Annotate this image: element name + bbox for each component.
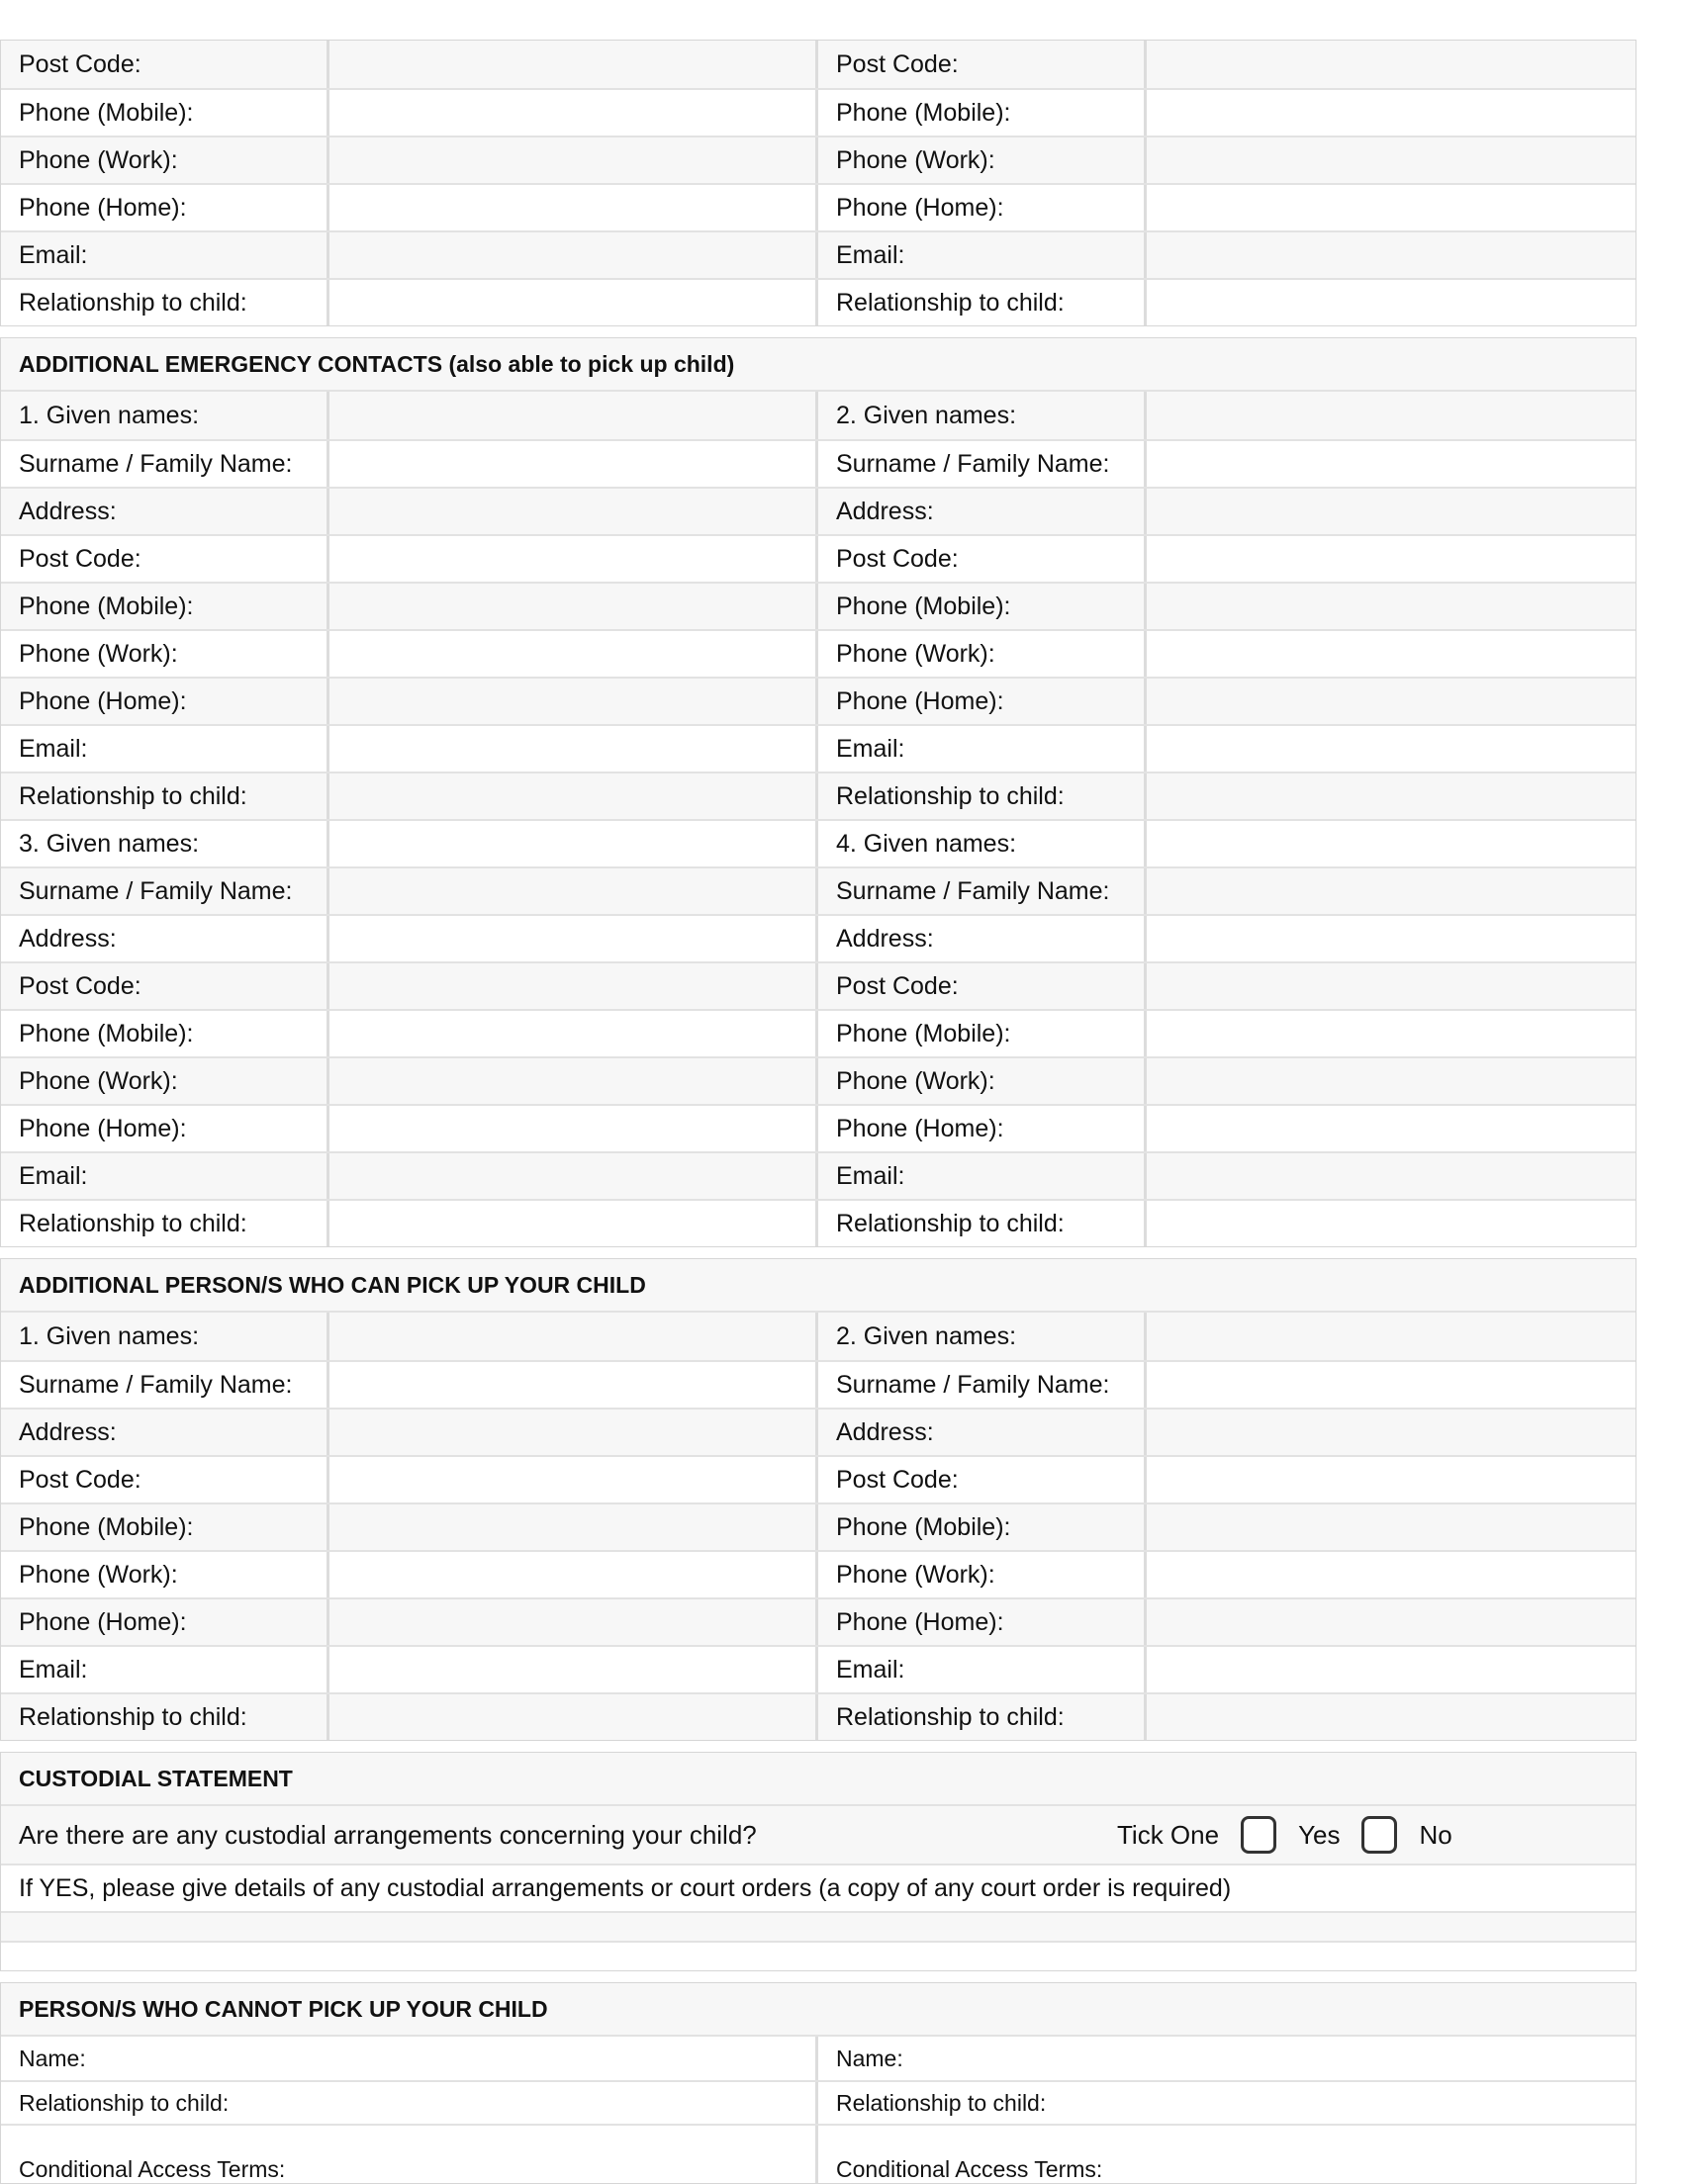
emergency-left-cell: [1, 1153, 818, 1199]
pickup-persons-block: [0, 1258, 1636, 1741]
emergency-field-label: Phone (Mobile):: [1, 584, 329, 629]
emergency-row: [1, 629, 1635, 677]
emergency-field-label: Phone (Work):: [1, 1058, 329, 1104]
emergency-field-input[interactable]: [1147, 963, 1635, 1009]
pickup-field-label: Post Code:: [818, 1457, 1147, 1502]
contact-field-label: Phone (Home):: [1, 185, 329, 230]
contact-field-input[interactable]: [329, 41, 815, 88]
pickup-section-title: ADDITIONAL PERSON/S WHO CAN PICK UP YOUR CHILD: [1, 1259, 1635, 1313]
emergency-field-label: Relationship to child:: [818, 774, 1147, 819]
emergency-field-label: Phone (Work):: [818, 1058, 1147, 1104]
pickup-field-label: Phone (Mobile):: [1, 1504, 329, 1550]
contact-field-input[interactable]: [329, 185, 815, 230]
emergency-row: [1, 534, 1635, 582]
pickup-field-input[interactable]: [329, 1362, 815, 1408]
emergency-field-input[interactable]: [329, 679, 815, 724]
contact-field-input[interactable]: [329, 280, 815, 325]
pickup-field-input[interactable]: [329, 1599, 815, 1645]
emergency-right-cell: [818, 726, 1635, 772]
pickup-left-cell: [1, 1647, 818, 1692]
pickup-field-input[interactable]: [1147, 1552, 1635, 1597]
pickup-field-input[interactable]: [329, 1647, 815, 1692]
pickup-right-cell: [818, 1410, 1635, 1455]
pickup-field-input[interactable]: [329, 1504, 815, 1550]
yes-label: Yes: [1298, 1819, 1341, 1850]
emergency-right-cell: [818, 489, 1635, 534]
emergency-field-label: Email:: [1, 1153, 329, 1199]
contact-field-label: Phone (Mobile):: [1, 90, 329, 136]
pickup-field-input[interactable]: [1147, 1694, 1635, 1740]
pickup-field-label: Phone (Work):: [1, 1552, 329, 1597]
emergency-field-label: Post Code:: [818, 963, 1147, 1009]
contact-left-cell: [1, 137, 818, 183]
emergency-left-cell: [1, 1106, 818, 1151]
pickup-field-input[interactable]: [329, 1410, 815, 1455]
pickup-left-cell: [1, 1552, 818, 1597]
pickup-field-input[interactable]: [1147, 1313, 1635, 1360]
contact-field-input[interactable]: [329, 90, 815, 136]
emergency-field-label: Phone (Home):: [1, 679, 329, 724]
pickup-left-cell: [1, 1362, 818, 1408]
emergency-left-cell: [1, 726, 818, 772]
emergency-field-input[interactable]: [329, 1153, 815, 1199]
emergency-field-input[interactable]: [329, 868, 815, 914]
contact-field-label: Phone (Home):: [818, 185, 1147, 230]
emergency-field-input[interactable]: [329, 726, 815, 772]
emergency-left-cell: [1, 1201, 818, 1246]
contact-field-label: Phone (Mobile):: [818, 90, 1147, 136]
contact-field-label: Post Code:: [818, 41, 1147, 88]
emergency-section-title: ADDITIONAL EMERGENCY CONTACTS (also able to pick up child): [1, 338, 1635, 392]
emergency-field-input[interactable]: [329, 774, 815, 819]
emergency-field-label: Post Code:: [818, 536, 1147, 582]
contact-field-input[interactable]: [1147, 137, 1635, 183]
emergency-field-input[interactable]: [1147, 489, 1635, 534]
emergency-right-cell: [818, 584, 1635, 629]
emergency-right-cell: [818, 1106, 1635, 1151]
custodial-details-label: If YES, please give details of any custodial arrangements or court orders (a copy of any court order is required): [1, 1864, 1635, 1911]
pickup-right-cell: [818, 1457, 1635, 1502]
emergency-field-label: Phone (Work):: [818, 631, 1147, 677]
custodial-details-field-1[interactable]: [1, 1911, 1635, 1941]
pickup-field-label: 2. Given names:: [818, 1313, 1147, 1360]
emergency-field-input[interactable]: [1147, 631, 1635, 677]
custodial-section-title: CUSTODIAL STATEMENT: [1, 1753, 1635, 1806]
emergency-field-input[interactable]: [329, 489, 815, 534]
emergency-left-cell: [1, 392, 818, 439]
contact-field-label: Phone (Work):: [818, 137, 1147, 183]
pickup-row: [1, 1645, 1635, 1692]
emergency-field-input[interactable]: [329, 631, 815, 677]
pickup-left-cell: [1, 1313, 818, 1360]
cannot-pickup-block: [0, 1982, 1636, 2184]
contact-field-input[interactable]: [1147, 280, 1635, 325]
emergency-field-input[interactable]: [1147, 916, 1635, 961]
yes-checkbox[interactable]: [1241, 1816, 1276, 1854]
no-checkbox[interactable]: [1361, 1816, 1397, 1854]
pickup-row: [1, 1408, 1635, 1455]
pickup-row: [1, 1550, 1635, 1597]
pickup-left-cell: [1, 1599, 818, 1645]
emergency-row: [1, 866, 1635, 914]
emergency-left-cell: [1, 821, 818, 866]
pickup-row: [1, 1597, 1635, 1645]
cannot-terms-row: [1, 2124, 1635, 2183]
emergency-field-input[interactable]: [1147, 774, 1635, 819]
emergency-field-input[interactable]: [329, 1201, 815, 1246]
contact-field-input[interactable]: [1147, 41, 1635, 88]
contact-row: [1, 230, 1635, 278]
pickup-right-cell: [818, 1599, 1635, 1645]
emergency-right-cell: [818, 1201, 1635, 1246]
emergency-row: [1, 1056, 1635, 1104]
emergency-left-cell: [1, 1011, 818, 1056]
cannot-name-row: [1, 2037, 1635, 2080]
emergency-row: [1, 819, 1635, 866]
emergency-row: [1, 439, 1635, 487]
emergency-left-cell: [1, 489, 818, 534]
contact-field-input[interactable]: [1147, 90, 1635, 136]
pickup-row: [1, 1313, 1635, 1360]
contact-left-cell: [1, 280, 818, 325]
emergency-field-input[interactable]: [329, 1058, 815, 1104]
pickup-field-input[interactable]: [1147, 1504, 1635, 1550]
emergency-left-cell: [1, 584, 818, 629]
emergency-field-input[interactable]: [329, 1011, 815, 1056]
emergency-field-input[interactable]: [329, 963, 815, 1009]
emergency-right-cell: [818, 1153, 1635, 1199]
emergency-field-input[interactable]: [329, 1106, 815, 1151]
cannot-terms-right[interactable]: Conditional Access Terms:: [836, 2156, 1103, 2182]
contact-row: [1, 183, 1635, 230]
pickup-field-input[interactable]: [1147, 1599, 1635, 1645]
emergency-field-label: Address:: [1, 489, 329, 534]
form-page: [0, 40, 1636, 2184]
emergency-field-input[interactable]: [1147, 868, 1635, 914]
emergency-field-label: Phone (Mobile):: [818, 1011, 1147, 1056]
pickup-field-input[interactable]: [1147, 1410, 1635, 1455]
emergency-field-label: Relationship to child:: [818, 1201, 1147, 1246]
pickup-field-input[interactable]: [1147, 1457, 1635, 1502]
tick-one-label: Tick One: [1117, 1819, 1220, 1850]
emergency-row: [1, 724, 1635, 772]
emergency-field-input[interactable]: [1147, 1201, 1635, 1246]
emergency-field-label: Phone (Mobile):: [818, 584, 1147, 629]
emergency-left-cell: [1, 916, 818, 961]
emergency-field-input[interactable]: [1147, 441, 1635, 487]
pickup-field-label: Relationship to child:: [1, 1694, 329, 1740]
emergency-right-cell: [818, 774, 1635, 819]
pickup-field-input[interactable]: [329, 1313, 815, 1360]
pickup-left-cell: [1, 1694, 818, 1740]
pickup-field-label: Post Code:: [1, 1457, 329, 1502]
contact-right-cell: [818, 41, 1635, 88]
pickup-field-label: 1. Given names:: [1, 1313, 329, 1360]
contact-field-label: Relationship to child:: [818, 280, 1147, 325]
pickup-field-label: Email:: [818, 1647, 1147, 1692]
pickup-field-label: Address:: [1, 1410, 329, 1455]
contact-field-label: Phone (Work):: [1, 137, 329, 183]
emergency-field-label: Surname / Family Name:: [1, 868, 329, 914]
top-contacts-block: [0, 40, 1636, 326]
custodial-details-field-2[interactable]: [1, 1941, 1635, 1970]
pickup-field-label: Phone (Home):: [818, 1599, 1147, 1645]
contact-right-cell: [818, 185, 1635, 230]
cannot-relationship-left[interactable]: Relationship to child:: [1, 2082, 818, 2124]
emergency-field-input[interactable]: [1147, 1058, 1635, 1104]
emergency-field-input[interactable]: [1147, 536, 1635, 582]
emergency-field-input[interactable]: [1147, 584, 1635, 629]
pickup-row: [1, 1360, 1635, 1408]
contact-left-cell: [1, 185, 818, 230]
emergency-field-input[interactable]: [329, 916, 815, 961]
pickup-field-input[interactable]: [329, 1552, 815, 1597]
contact-right-cell: [818, 232, 1635, 278]
emergency-field-input[interactable]: [1147, 1153, 1635, 1199]
pickup-field-label: Address:: [818, 1410, 1147, 1455]
pickup-field-label: Surname / Family Name:: [1, 1362, 329, 1408]
emergency-field-input[interactable]: [329, 392, 815, 439]
pickup-right-cell: [818, 1313, 1635, 1360]
pickup-field-input[interactable]: [1147, 1362, 1635, 1408]
contact-row: [1, 88, 1635, 136]
emergency-field-label: Phone (Home):: [818, 679, 1147, 724]
emergency-field-label: Address:: [1, 916, 329, 961]
emergency-left-cell: [1, 679, 818, 724]
emergency-right-cell: [818, 1011, 1635, 1056]
tick-one-group: [1117, 1806, 1452, 1864]
emergency-field-input[interactable]: [1147, 392, 1635, 439]
emergency-field-input[interactable]: [329, 441, 815, 487]
pickup-field-input[interactable]: [329, 1457, 815, 1502]
cannot-name-right[interactable]: Name:: [836, 2045, 903, 2071]
emergency-contacts-block: [0, 337, 1636, 1247]
emergency-left-cell: [1, 1058, 818, 1104]
contact-right-cell: [818, 137, 1635, 183]
emergency-field-label: Relationship to child:: [1, 774, 329, 819]
pickup-field-label: Phone (Mobile):: [818, 1504, 1147, 1550]
custodial-question-row: [1, 1806, 1635, 1864]
contact-field-label: Email:: [818, 232, 1147, 278]
emergency-row: [1, 914, 1635, 961]
contact-field-label: Email:: [1, 232, 329, 278]
contact-left-cell: [1, 41, 818, 88]
contact-row: [1, 278, 1635, 325]
cannot-relationship-row: [1, 2080, 1635, 2124]
emergency-field-label: Post Code:: [1, 536, 329, 582]
emergency-field-input[interactable]: [329, 536, 815, 582]
emergency-right-cell: [818, 679, 1635, 724]
emergency-row: [1, 392, 1635, 439]
emergency-field-label: Phone (Mobile):: [1, 1011, 329, 1056]
emergency-field-input[interactable]: [1147, 1011, 1635, 1056]
emergency-field-label: Email:: [818, 726, 1147, 772]
emergency-field-label: 2. Given names:: [818, 392, 1147, 439]
pickup-row: [1, 1692, 1635, 1740]
emergency-right-cell: [818, 1058, 1635, 1104]
contact-left-cell: [1, 232, 818, 278]
emergency-field-label: Phone (Home):: [818, 1106, 1147, 1151]
emergency-field-label: Surname / Family Name:: [818, 441, 1147, 487]
pickup-row: [1, 1502, 1635, 1550]
emergency-field-label: Email:: [818, 1153, 1147, 1199]
emergency-row: [1, 961, 1635, 1009]
emergency-row: [1, 772, 1635, 819]
emergency-row: [1, 677, 1635, 724]
contact-field-label: Post Code:: [1, 41, 329, 88]
pickup-right-cell: [818, 1504, 1635, 1550]
emergency-row: [1, 582, 1635, 629]
emergency-right-cell: [818, 963, 1635, 1009]
pickup-field-input[interactable]: [1147, 1647, 1635, 1692]
custodial-question: Are there are any custodial arrangements concerning your child?: [19, 1819, 757, 1850]
emergency-field-label: Address:: [818, 916, 1147, 961]
emergency-left-cell: [1, 536, 818, 582]
contact-row: [1, 136, 1635, 183]
emergency-right-cell: [818, 392, 1635, 439]
emergency-row: [1, 1009, 1635, 1056]
emergency-field-label: 4. Given names:: [818, 821, 1147, 866]
emergency-field-input[interactable]: [1147, 1106, 1635, 1151]
emergency-left-cell: [1, 963, 818, 1009]
pickup-field-label: Surname / Family Name:: [818, 1362, 1147, 1408]
cannot-terms-left[interactable]: Conditional Access Terms:: [1, 2126, 818, 2183]
no-label: No: [1419, 1819, 1452, 1850]
contact-right-cell: [818, 90, 1635, 136]
cannot-relationship-right[interactable]: Relationship to child:: [836, 2089, 1047, 2116]
emergency-right-cell: [818, 821, 1635, 866]
emergency-right-cell: [818, 868, 1635, 914]
emergency-right-cell: [818, 536, 1635, 582]
emergency-row: [1, 1151, 1635, 1199]
pickup-field-label: Relationship to child:: [818, 1694, 1147, 1740]
cannot-name-left[interactable]: Name:: [1, 2037, 818, 2080]
emergency-field-label: 1. Given names:: [1, 392, 329, 439]
emergency-left-cell: [1, 868, 818, 914]
pickup-field-label: Phone (Home):: [1, 1599, 329, 1645]
contact-right-cell: [818, 280, 1635, 325]
pickup-left-cell: [1, 1457, 818, 1502]
custodial-statement-block: [0, 1752, 1636, 1971]
emergency-field-input[interactable]: [1147, 726, 1635, 772]
emergency-field-label: Post Code:: [1, 963, 329, 1009]
contact-field-input[interactable]: [1147, 185, 1635, 230]
emergency-row: [1, 1199, 1635, 1246]
emergency-right-cell: [818, 631, 1635, 677]
pickup-field-label: Email:: [1, 1647, 329, 1692]
contact-row: [1, 41, 1635, 88]
emergency-left-cell: [1, 441, 818, 487]
emergency-field-input[interactable]: [329, 821, 815, 866]
cannot-section-title: PERSON/S WHO CANNOT PICK UP YOUR CHILD: [1, 1983, 1635, 2037]
pickup-field-input[interactable]: [329, 1694, 815, 1740]
emergency-field-label: 3. Given names:: [1, 821, 329, 866]
contact-left-cell: [1, 90, 818, 136]
contact-field-input[interactable]: [329, 137, 815, 183]
emergency-left-cell: [1, 774, 818, 819]
pickup-right-cell: [818, 1647, 1635, 1692]
pickup-field-label: Phone (Work):: [818, 1552, 1147, 1597]
pickup-left-cell: [1, 1410, 818, 1455]
contact-field-label: Relationship to child:: [1, 280, 329, 325]
emergency-field-input[interactable]: [329, 584, 815, 629]
emergency-field-label: Phone (Work):: [1, 631, 329, 677]
emergency-field-label: Address:: [818, 489, 1147, 534]
emergency-left-cell: [1, 631, 818, 677]
pickup-right-cell: [818, 1694, 1635, 1740]
emergency-field-label: Relationship to child:: [1, 1201, 329, 1246]
emergency-right-cell: [818, 441, 1635, 487]
emergency-field-label: Surname / Family Name:: [1, 441, 329, 487]
pickup-right-cell: [818, 1362, 1635, 1408]
pickup-left-cell: [1, 1504, 818, 1550]
pickup-right-cell: [818, 1552, 1635, 1597]
emergency-right-cell: [818, 916, 1635, 961]
emergency-row: [1, 487, 1635, 534]
emergency-field-input[interactable]: [1147, 821, 1635, 866]
emergency-field-label: Phone (Home):: [1, 1106, 329, 1151]
emergency-field-input[interactable]: [1147, 679, 1635, 724]
pickup-row: [1, 1455, 1635, 1502]
emergency-row: [1, 1104, 1635, 1151]
contact-field-input[interactable]: [329, 232, 815, 278]
emergency-field-label: Email:: [1, 726, 329, 772]
emergency-field-label: Surname / Family Name:: [818, 868, 1147, 914]
contact-field-input[interactable]: [1147, 232, 1635, 278]
